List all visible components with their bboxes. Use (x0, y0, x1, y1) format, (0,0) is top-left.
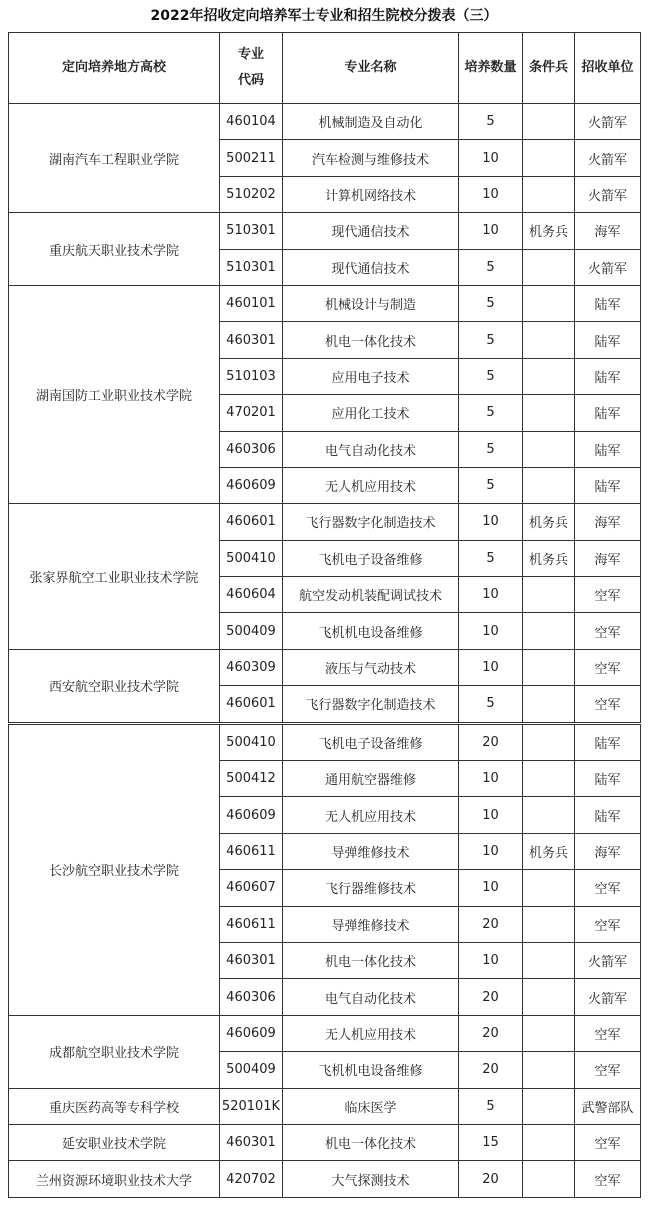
count-cell: 5 (459, 1088, 523, 1124)
condition-cell (523, 761, 575, 797)
major-cell: 飞机电子设备维修 (283, 540, 459, 576)
unit-cell: 陆军 (575, 723, 641, 760)
code-cell: 510301 (220, 249, 283, 285)
major-cell: 临床医学 (283, 1088, 459, 1124)
code-cell: 500410 (220, 723, 283, 760)
condition-cell (523, 870, 575, 906)
unit-cell: 陆军 (575, 431, 641, 467)
count-cell: 5 (459, 285, 523, 321)
code-cell: 500211 (220, 140, 283, 176)
condition-cell (523, 723, 575, 760)
unit-cell: 空军 (575, 1124, 641, 1160)
major-cell: 机械制造及自动化 (283, 104, 459, 140)
code-cell: 460306 (220, 979, 283, 1015)
count-cell: 15 (459, 1124, 523, 1160)
school-cell: 张家界航空工业职业技术学院 (9, 504, 220, 650)
count-cell: 5 (459, 431, 523, 467)
condition-cell (523, 649, 575, 685)
school-cell: 延安职业技术学院 (9, 1124, 220, 1160)
major-cell: 飞行器数字化制造技术 (283, 686, 459, 723)
unit-cell: 陆军 (575, 358, 641, 394)
code-cell: 460604 (220, 577, 283, 613)
major-cell: 机电一体化技术 (283, 1124, 459, 1160)
count-cell: 5 (459, 358, 523, 394)
code-cell: 500410 (220, 540, 283, 576)
school-cell: 重庆医药高等专科学校 (9, 1088, 220, 1124)
code-cell: 460309 (220, 649, 283, 685)
code-cell: 460607 (220, 870, 283, 906)
condition-cell (523, 979, 575, 1015)
school-cell: 湖南国防工业职业技术学院 (9, 285, 220, 503)
table-row (9, 1015, 641, 1051)
code-cell: 460301 (220, 942, 283, 978)
unit-cell: 火箭军 (575, 249, 641, 285)
condition-cell: 机务兵 (523, 213, 575, 249)
major-cell: 现代通信技术 (283, 249, 459, 285)
code-cell: 460306 (220, 431, 283, 467)
count-cell: 20 (459, 723, 523, 760)
page-title: 2022年招收定向培养军士专业和招生院校分拨表（三） (150, 8, 498, 24)
condition-cell (523, 906, 575, 942)
unit-cell: 空军 (575, 577, 641, 613)
major-cell: 计算机网络技术 (283, 176, 459, 212)
major-cell: 飞机机电设备维修 (283, 613, 459, 649)
unit-cell: 火箭军 (575, 176, 641, 212)
count-cell: 10 (459, 213, 523, 249)
count-cell: 10 (459, 577, 523, 613)
unit-cell: 陆军 (575, 467, 641, 503)
major-cell: 无人机应用技术 (283, 797, 459, 833)
code-cell: 460609 (220, 1015, 283, 1051)
major-cell: 大气探测技术 (283, 1161, 459, 1197)
code-cell: 510301 (220, 213, 283, 249)
code-cell: 460101 (220, 285, 283, 321)
count-cell: 10 (459, 140, 523, 176)
major-cell: 现代通信技术 (283, 213, 459, 249)
table-row (9, 1124, 641, 1160)
count-cell: 20 (459, 906, 523, 942)
code-cell: 460301 (220, 322, 283, 358)
major-cell: 无人机应用技术 (283, 1015, 459, 1051)
major-cell: 应用电子技术 (283, 358, 459, 394)
school-cell: 西安航空职业技术学院 (9, 649, 220, 723)
condition-cell (523, 1088, 575, 1124)
code-cell: 470201 (220, 395, 283, 431)
code-cell: 460611 (220, 833, 283, 869)
unit-cell: 陆军 (575, 761, 641, 797)
major-cell: 航空发动机装配调试技术 (283, 577, 459, 613)
unit-cell: 火箭军 (575, 942, 641, 978)
header-unit: 招收单位 (575, 33, 641, 104)
unit-cell: 火箭军 (575, 104, 641, 140)
unit-cell: 空军 (575, 870, 641, 906)
condition-cell (523, 1015, 575, 1051)
condition-cell (523, 1052, 575, 1088)
condition-cell (523, 285, 575, 321)
code-cell: 510202 (220, 176, 283, 212)
condition-cell (523, 1161, 575, 1197)
condition-cell (523, 797, 575, 833)
unit-cell: 海军 (575, 504, 641, 540)
major-cell: 应用化工技术 (283, 395, 459, 431)
code-cell: 460611 (220, 906, 283, 942)
unit-cell: 火箭军 (575, 140, 641, 176)
major-cell: 通用航空器维修 (283, 761, 459, 797)
count-cell: 10 (459, 613, 523, 649)
count-cell: 5 (459, 322, 523, 358)
unit-cell: 海军 (575, 833, 641, 869)
table-row (9, 723, 641, 760)
table-row (9, 1088, 641, 1124)
major-cell: 飞行器数字化制造技术 (283, 504, 459, 540)
code-cell: 460609 (220, 467, 283, 503)
header-count: 培养数量 (459, 33, 523, 104)
code-cell: 460301 (220, 1124, 283, 1160)
condition-cell (523, 613, 575, 649)
condition-cell: 机务兵 (523, 504, 575, 540)
condition-cell: 机务兵 (523, 540, 575, 576)
count-cell: 10 (459, 942, 523, 978)
code-cell: 420702 (220, 1161, 283, 1197)
unit-cell: 空军 (575, 906, 641, 942)
header-row (9, 33, 641, 104)
header-code (220, 33, 283, 104)
unit-cell: 火箭军 (575, 979, 641, 1015)
school-cell: 兰州资源环境职业技术大学 (9, 1161, 220, 1197)
condition-cell (523, 1124, 575, 1160)
major-cell: 电气自动化技术 (283, 979, 459, 1015)
code-cell: 510103 (220, 358, 283, 394)
code-cell: 460609 (220, 797, 283, 833)
table-body (9, 104, 641, 1198)
code-cell: 500409 (220, 613, 283, 649)
count-cell: 5 (459, 395, 523, 431)
count-cell: 10 (459, 649, 523, 685)
unit-cell: 海军 (575, 540, 641, 576)
header-code-line1: 专业 (237, 47, 264, 62)
major-cell: 电气自动化技术 (283, 431, 459, 467)
major-cell: 机械设计与制造 (283, 285, 459, 321)
count-cell: 10 (459, 833, 523, 869)
condition-cell (523, 104, 575, 140)
condition-cell (523, 249, 575, 285)
condition-cell (523, 322, 575, 358)
header-school: 定向培养地方高校 (9, 33, 220, 104)
unit-cell: 空军 (575, 1161, 641, 1197)
condition-cell (523, 942, 575, 978)
count-cell: 20 (459, 1052, 523, 1088)
count-cell: 5 (459, 686, 523, 723)
condition-cell: 机务兵 (523, 833, 575, 869)
count-cell: 20 (459, 979, 523, 1015)
count-cell: 10 (459, 870, 523, 906)
major-cell: 无人机应用技术 (283, 467, 459, 503)
code-cell: 460601 (220, 504, 283, 540)
condition-cell (523, 577, 575, 613)
unit-cell: 陆军 (575, 797, 641, 833)
table-row (9, 213, 641, 249)
header-code-line2: 代码 (237, 73, 264, 88)
unit-cell: 陆军 (575, 395, 641, 431)
header-major: 专业名称 (283, 33, 459, 104)
condition-cell (523, 358, 575, 394)
unit-cell: 空军 (575, 686, 641, 723)
major-cell: 机电一体化技术 (283, 942, 459, 978)
count-cell: 10 (459, 797, 523, 833)
unit-cell: 空军 (575, 613, 641, 649)
count-cell: 20 (459, 1161, 523, 1197)
condition-cell (523, 395, 575, 431)
table-row (9, 649, 641, 685)
condition-cell (523, 176, 575, 212)
major-cell: 导弹维修技术 (283, 833, 459, 869)
code-cell: 520101K (220, 1088, 283, 1124)
allocation-table (8, 32, 641, 1198)
unit-cell: 陆军 (575, 285, 641, 321)
count-cell: 10 (459, 504, 523, 540)
code-cell: 500409 (220, 1052, 283, 1088)
major-cell: 导弹维修技术 (283, 906, 459, 942)
count-cell: 10 (459, 761, 523, 797)
table-row (9, 504, 641, 540)
school-cell: 成都航空职业技术学院 (9, 1015, 220, 1088)
major-cell: 汽车检测与维修技术 (283, 140, 459, 176)
count-cell: 5 (459, 540, 523, 576)
major-cell: 飞机电子设备维修 (283, 723, 459, 760)
count-cell: 5 (459, 249, 523, 285)
table-row (9, 104, 641, 140)
code-cell: 500412 (220, 761, 283, 797)
condition-cell (523, 140, 575, 176)
header-condition: 条件兵 (523, 33, 575, 104)
condition-cell (523, 686, 575, 723)
count-cell: 5 (459, 467, 523, 503)
count-cell: 20 (459, 1015, 523, 1051)
school-cell: 湖南汽车工程职业学院 (9, 104, 220, 213)
condition-cell (523, 467, 575, 503)
major-cell: 飞机机电设备维修 (283, 1052, 459, 1088)
major-cell: 飞行器维修技术 (283, 870, 459, 906)
school-cell: 长沙航空职业技术学院 (9, 723, 220, 1015)
condition-cell (523, 431, 575, 467)
unit-cell: 空军 (575, 1015, 641, 1051)
unit-cell: 空军 (575, 1052, 641, 1088)
major-cell: 液压与气动技术 (283, 649, 459, 685)
major-cell: 机电一体化技术 (283, 322, 459, 358)
unit-cell: 空军 (575, 649, 641, 685)
count-cell: 10 (459, 176, 523, 212)
table-row (9, 285, 641, 321)
code-cell: 460104 (220, 104, 283, 140)
table-row (9, 1161, 641, 1197)
unit-cell: 陆军 (575, 322, 641, 358)
unit-cell: 武警部队 (575, 1088, 641, 1124)
count-cell: 5 (459, 104, 523, 140)
school-cell: 重庆航天职业技术学院 (9, 213, 220, 286)
unit-cell: 海军 (575, 213, 641, 249)
code-cell: 460601 (220, 686, 283, 723)
